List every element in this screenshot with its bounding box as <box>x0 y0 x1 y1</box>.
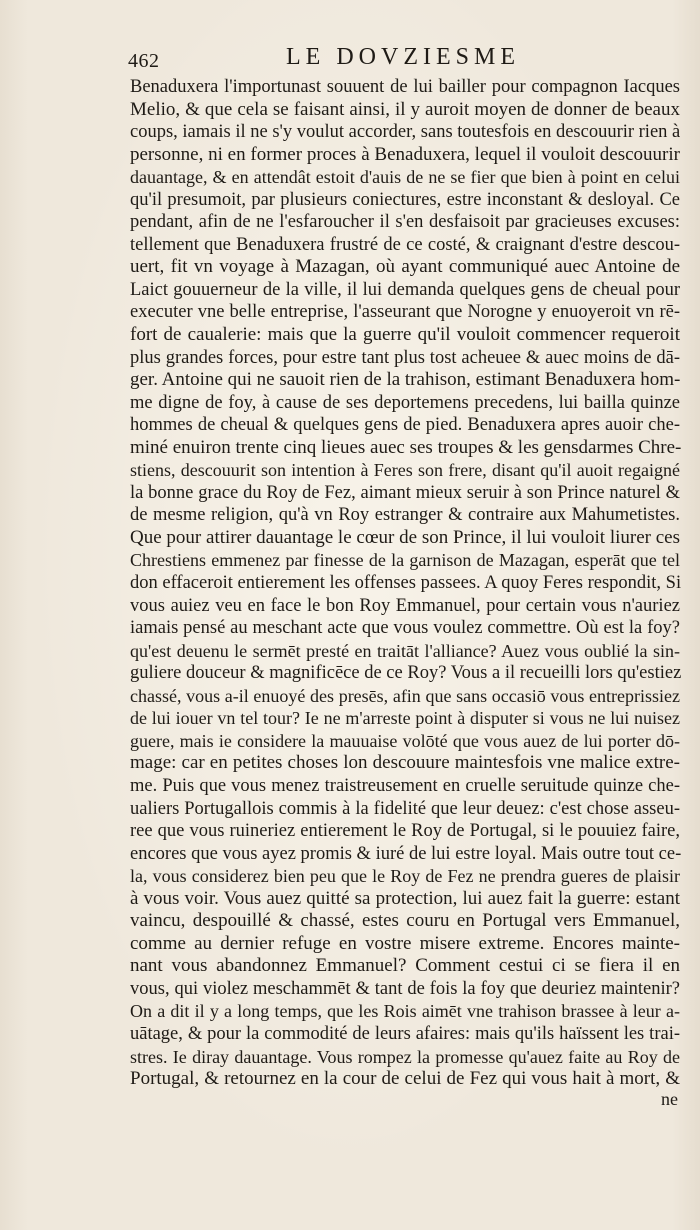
text-line: Melio, & que cela se faisant ainsi, il y auroit moyen de donner de beaux <box>130 98 680 120</box>
text-line: qu'il presumoit, par plusieurs coniectures, estre inconstant & desloyal. Ce <box>130 189 680 210</box>
text-line: Laict gouuerneur de la ville, il lui demanda quelques gens de cheual pour <box>130 279 680 300</box>
text-line: plus grandes forces, pour estre tant plus tost acheuee & auec moins de dā- <box>130 347 680 368</box>
body-text <box>130 76 680 1091</box>
text-line: ualiers Portugallois commis à la fidelité que leur deuez: c'est chose asseu- <box>130 798 680 819</box>
text-line: guliere douceur & magnificēce de ce Roy? Vous a il recueilli lors qu'estiez <box>130 663 682 684</box>
text-line: vaincu, despouillé & chassé, estes couru en Portugal vers Emmanuel, <box>130 910 680 932</box>
catchword: ne <box>661 1089 678 1109</box>
text-line: Chrestiens emmenez par finesse de la garnison de Mazagan, esperāt que tel <box>130 550 680 571</box>
text-line: iamais pensé au meschant acte que vous voulez commettre. Où est la foy? <box>130 618 680 639</box>
text-line: qu'est deuenu le sermēt presté en traitāt l'alliance? Auez vous oublié la sin- <box>130 640 680 661</box>
text-line: guere, mais ie considere la mauuaise volōté que vous auez de lui porter dō- <box>130 730 680 751</box>
text-line: personne, ni en former proces à Benaduxera, lequel il vouloit descouurir <box>130 143 680 165</box>
text-line: me digne de foy, à cause de ses deportemens precedens, lui bailla quinze <box>130 392 680 413</box>
text-line: la, vous considerez bien peu que le Roy de Fez ne prendra gueres de plaisir <box>130 866 680 887</box>
text-line: uātage, & pour la commodité de leurs afaires: mais qu'ils haïssent les trai- <box>130 1023 680 1044</box>
text-line: tellement que Benaduxera frustré de ce costé, & craignant d'estre descou- <box>130 234 680 255</box>
text-line: mage: car en petites choses lon descouure maintesfois vne malice extre- <box>130 752 680 774</box>
page-number: 462 <box>128 50 160 72</box>
text-line: stiens, descouurit son intention à Feres son frere, disant qu'il auoit regaigné <box>130 460 680 481</box>
text-line: comme au dernier refuge en vostre misere extreme. Encores mainte- <box>130 932 680 954</box>
text-line: la bonne grace du Roy de Fez, aimant mieux seruir à son Prince naturel & <box>130 482 680 503</box>
text-line: de lui iouer vn tel tour? Ie ne m'arreste point à disputer si vous ne lui nuisez <box>130 708 680 729</box>
text-line: vous, qui violez meschammēt & tant de fois la foy que deuriez maintenir? <box>130 978 680 999</box>
text-line: hommes de cheual & quelques gens de pied. Benaduxera apres auoir che- <box>130 415 680 436</box>
text-line: stres. Ie diray dauantage. Vous rompez la promesse qu'auez faite au Roy de <box>130 1046 680 1067</box>
text-line: Portugal, & retournez en la cour de celui de Fez qui vous hait à mort, & <box>130 1068 680 1090</box>
text-line: ree que vous ruineriez entierement le Roy de Portugal, si le pouuiez faire, <box>130 821 680 842</box>
text-line: coups, iamais il ne s'y voulut accorder, sans toutesfois en descouurir rien à <box>130 122 681 143</box>
text-line: Benaduxera l'importunast souuent de lui bailler pour compagnon Iacques <box>130 77 680 97</box>
text-line: de mesme religion, qu'à vn Roy estranger & contraire aux Mahumetistes. <box>130 505 680 526</box>
text-line: à vous voir. Vous auez quitté sa protection, lui auez fait la guerre: estant <box>130 887 680 909</box>
text-line: uert, fit vn voyage à Mazagan, où ayant communiqué auec Antoine de <box>130 256 680 278</box>
text-line: don effaceroit entierement les offenses passees. A quoy Feres respondit, Si <box>130 573 682 594</box>
text-line: ger. Antoine qui ne sauoit rien de la trahison, estimant Benaduxera hom- <box>130 369 681 391</box>
running-head: LE DOVZIESME <box>286 44 520 70</box>
text-line: vous auiez veu en face le bon Roy Emmanuel, pour certain vous n'auriez <box>130 595 680 616</box>
text-line: miné enuiron trente cinq lieues auec ses troupes & les gensdarmes Chre- <box>130 436 682 458</box>
text-line: encores que vous ayez promis & iuré de lui estre loyal. Mais outre tout ce- <box>130 843 682 864</box>
text-line: On a dit il y a long temps, que les Rois aimēt vne trahison brassee à leur a- <box>130 1001 680 1022</box>
text-line: Que pour attirer dauantage le cœur de son Prince, il lui vouloit liurer ces <box>130 526 680 548</box>
text-line: me. Puis que vous menez traistreusement en cruelle seruitude quinze che- <box>130 775 680 796</box>
page-header <box>128 44 678 78</box>
text-line: nant vous abandonnez Emmanuel? Comment cestui ci se fiera il en <box>130 955 680 977</box>
text-line: fort de caualerie: mais que la guerre qu'il vouloit commencer requeroit <box>130 324 680 346</box>
text-line: executer vne belle entreprise, l'asseurant que Norogne y enuoyeroit vn rē- <box>130 302 680 323</box>
text-line: pendant, afin de ne l'esfaroucher il s'en desfaisoit par gracieuses excuses: <box>130 212 680 233</box>
text-line: chassé, vous a-il enuoyé des presēs, afin que sans occasiō vous entreprissiez <box>130 685 680 706</box>
text-line: dauantage, & en attendât estoit d'auis de ne se fier que bien à point en celui <box>130 167 680 188</box>
